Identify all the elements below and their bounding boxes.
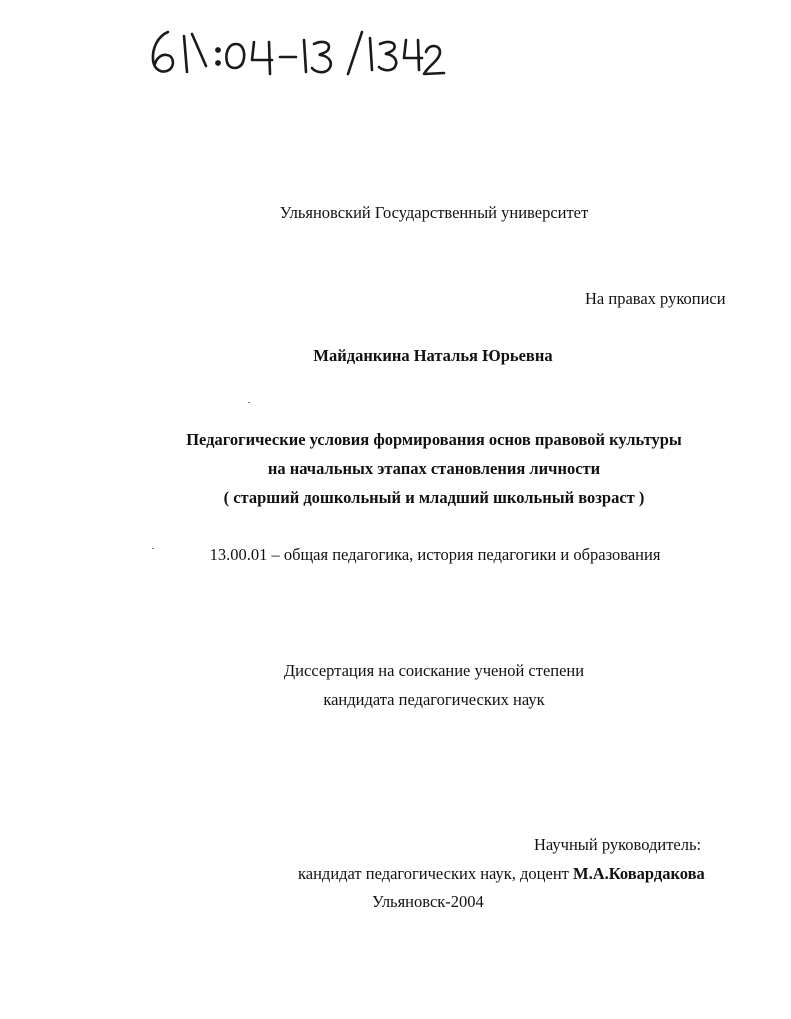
supervisor-label: Научный руководитель:: [534, 835, 702, 854]
author-name: Майданкина Наталья Юрьевна: [313, 346, 553, 365]
university-name: Ульяновский Государственный университет: [279, 203, 589, 222]
specialty-code: 13.00.01 – общая педагогика, история педагогики и образования: [209, 545, 661, 564]
title-line-2: на начальных этапах становления личности: [267, 459, 601, 478]
scan-speck: [248, 402, 250, 403]
degree-line-2: кандидата педагогических наук: [323, 690, 545, 709]
degree-line-1: Диссертация на соискание ученой степени: [283, 661, 585, 680]
scan-speck: [152, 548, 154, 549]
city-year: Ульяновск-2004: [372, 892, 484, 911]
title-line-1: Педагогические условия формирования основ правовой культуры: [186, 430, 682, 449]
supervisor-title: кандидат педагогических наук, доцент: [298, 864, 569, 883]
manuscript-rights-note: На правах рукописи: [585, 289, 726, 308]
supervisor-name: М.А.Ковардакова: [573, 864, 705, 883]
title-line-3: ( старший дошкольный и младший школьный возраст ): [223, 488, 645, 507]
handwritten-archive-number: [148, 26, 448, 78]
supervisor-line: [298, 864, 705, 884]
